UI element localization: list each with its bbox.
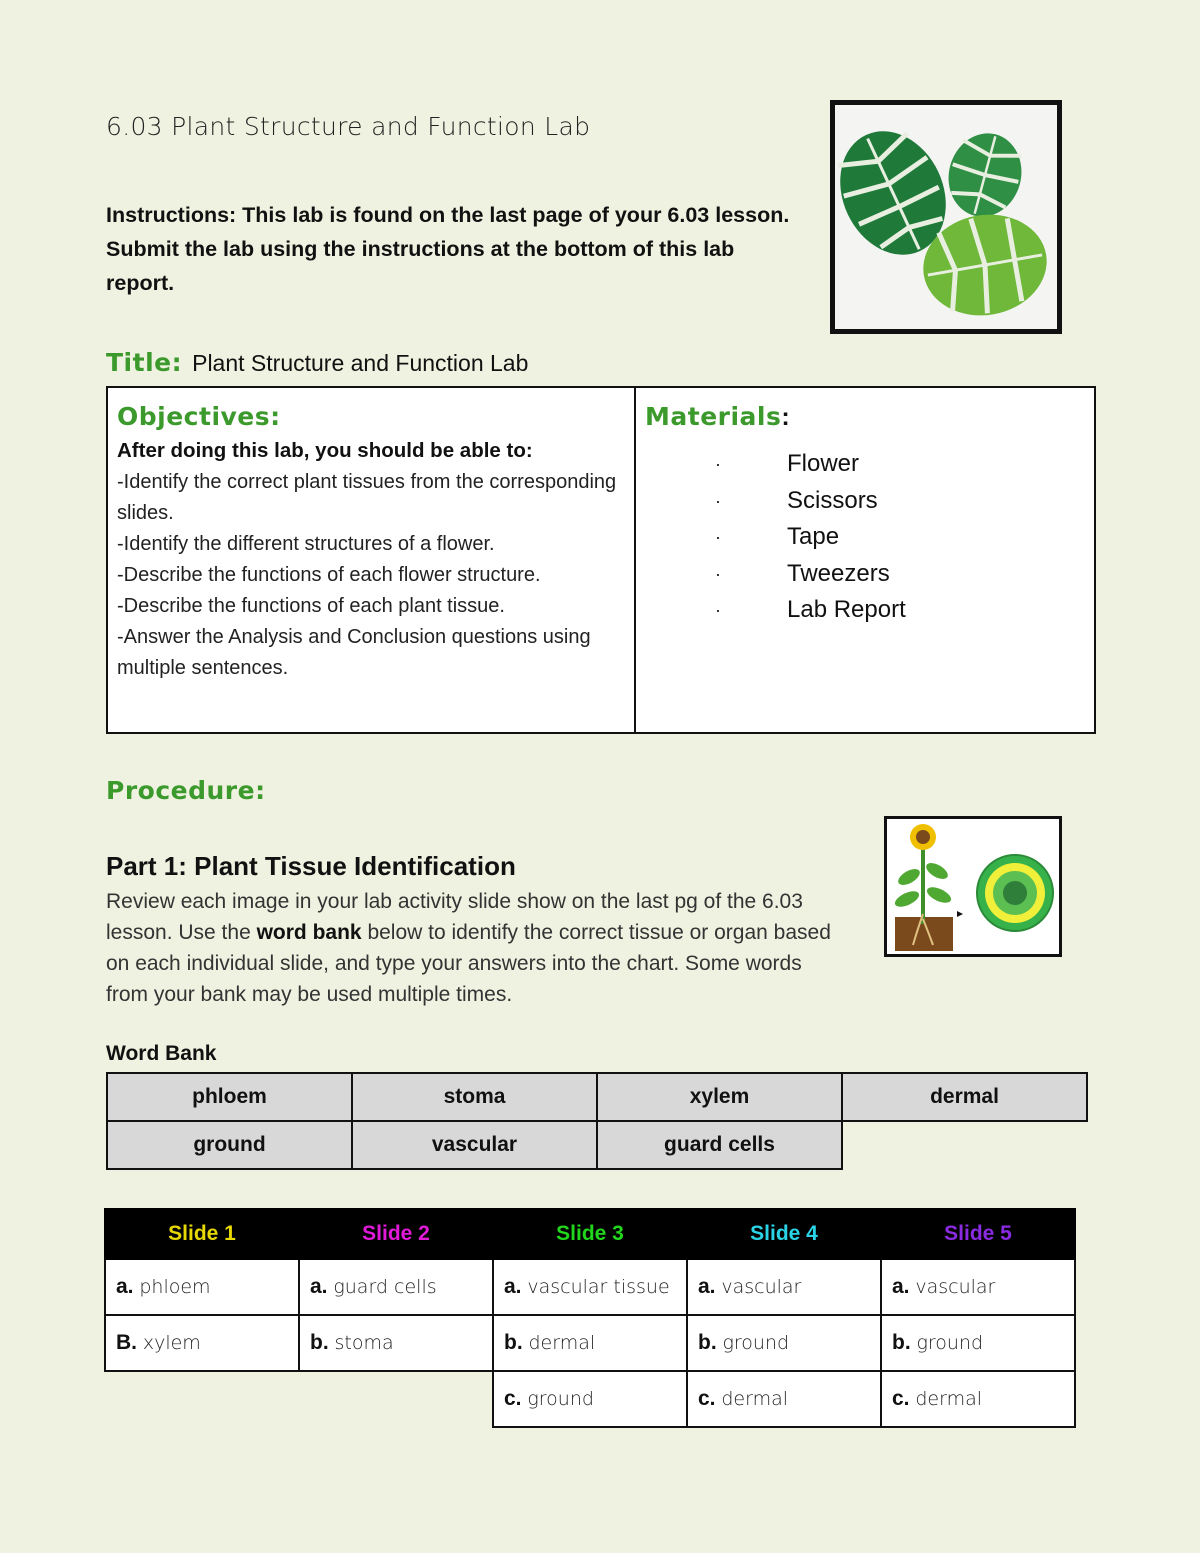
answer-key: a. xyxy=(116,1275,140,1298)
material-item: · Tape xyxy=(645,519,1084,556)
title-row xyxy=(106,348,528,377)
table-row xyxy=(105,1259,1075,1315)
materials-cell xyxy=(636,388,1094,732)
objectives-intro: After doing this lab, you should be able to: xyxy=(117,439,533,462)
word-bank-cell: phloem xyxy=(107,1073,352,1121)
answer-key: a. xyxy=(698,1275,722,1298)
procedure-heading: Procedure: xyxy=(106,776,266,805)
objectives-cell xyxy=(108,388,636,732)
bullet-icon: · xyxy=(715,563,721,584)
material-item: · Flower xyxy=(645,446,1084,483)
slide-answer-cell xyxy=(493,1259,687,1315)
slide-answer-cell xyxy=(105,1259,299,1315)
slide-header-4: Slide 4 xyxy=(687,1209,881,1259)
answer-value: ground xyxy=(916,1332,984,1354)
objective-item: -Answer the Analysis and Conclusion questions using multiple sentences. xyxy=(117,626,591,679)
slide-answer-cell xyxy=(881,1371,1075,1427)
sunflower-diagram-image xyxy=(884,816,1062,957)
slide-header-row xyxy=(105,1209,1075,1259)
slide-answer-cell xyxy=(105,1315,299,1371)
answer-value: vascular tissue xyxy=(527,1276,670,1298)
word-bank-cell: xylem xyxy=(597,1073,842,1121)
table-row xyxy=(105,1371,1075,1427)
bullet-icon: · xyxy=(715,490,721,511)
slide-answer-cell xyxy=(881,1315,1075,1371)
title-label: Title: xyxy=(106,348,183,377)
answer-key: a. xyxy=(310,1275,334,1298)
objectives-heading: Objectives: xyxy=(117,402,281,431)
answer-key: b. xyxy=(310,1331,335,1354)
word-bank-empty-cell xyxy=(842,1121,1087,1169)
slide-answer-cell xyxy=(299,1315,493,1371)
objective-item: -Describe the functions of each plant tissue. xyxy=(117,595,505,617)
bullet-icon: · xyxy=(715,600,721,620)
answer-key: B. xyxy=(116,1331,143,1354)
slide-empty-cell xyxy=(105,1371,299,1427)
bullet-icon: · xyxy=(715,454,721,474)
slide-header-5: Slide 5 xyxy=(881,1209,1075,1259)
answer-value: stoma xyxy=(334,1332,394,1354)
answer-key: a. xyxy=(892,1275,916,1298)
slide-answer-cell xyxy=(299,1259,493,1315)
answer-key: a. xyxy=(504,1275,528,1298)
answer-key: b. xyxy=(892,1331,917,1354)
answer-key: c. xyxy=(892,1387,916,1410)
title-value: Plant Structure and Function Lab xyxy=(192,350,529,376)
monstera-leaves-image xyxy=(830,100,1062,334)
word-bank-table xyxy=(106,1072,1088,1170)
material-item: · Scissors xyxy=(645,483,1084,520)
answer-value: vascular xyxy=(915,1276,996,1298)
answer-value: vascular xyxy=(721,1276,802,1298)
monstera-leaf-icon xyxy=(835,105,1057,329)
answer-value: ground xyxy=(722,1332,790,1354)
answer-value: guard cells xyxy=(333,1276,437,1298)
slide-answer-cell xyxy=(687,1315,881,1371)
objective-item: -Identify the correct plant tissues from the corresponding slides. xyxy=(117,471,617,524)
word-bank-cell: guard cells xyxy=(597,1121,842,1169)
word-bank-cell: ground xyxy=(107,1121,352,1169)
word-bank-cell: stoma xyxy=(352,1073,597,1121)
materials-list xyxy=(645,446,1084,629)
materials-heading: Materials: xyxy=(645,402,790,431)
slide-answer-table xyxy=(104,1208,1076,1428)
answer-value: dermal xyxy=(528,1332,596,1354)
word-bank-cell: vascular xyxy=(352,1121,597,1169)
answer-key: c. xyxy=(698,1387,722,1410)
part1-title: Part 1: Plant Tissue Identification xyxy=(106,851,516,881)
slide-answer-cell xyxy=(687,1259,881,1315)
slide-header-3: Slide 3 xyxy=(493,1209,687,1259)
bullet-icon: · xyxy=(715,527,721,547)
slide-answer-body xyxy=(105,1259,1075,1427)
objective-item: -Describe the functions of each flower structure. xyxy=(117,564,541,586)
slide-empty-cell xyxy=(299,1371,493,1427)
document-title: 6.03 Plant Structure and Function Lab xyxy=(106,112,591,141)
objective-item: -Identify the different structures of a flower. xyxy=(117,533,495,555)
slide-answer-cell xyxy=(493,1315,687,1371)
material-item: · Tweezers xyxy=(645,556,1084,593)
answer-value: dermal xyxy=(915,1388,983,1410)
answer-value: phloem xyxy=(139,1276,211,1298)
slide-header-2: Slide 2 xyxy=(299,1209,493,1259)
slide-header-1: Slide 1 xyxy=(105,1209,299,1259)
answer-value: xylem xyxy=(142,1332,201,1354)
answer-key: b. xyxy=(698,1331,723,1354)
table-row xyxy=(105,1315,1075,1371)
material-item: · Lab Report xyxy=(645,592,1084,629)
answer-value: dermal xyxy=(721,1388,789,1410)
slide-answer-cell xyxy=(493,1371,687,1427)
answer-key: b. xyxy=(504,1331,529,1354)
objectives-materials-table xyxy=(106,386,1096,734)
slide-answer-cell xyxy=(881,1259,1075,1315)
instructions-text: Instructions: This lab is found on the last page of your 6.03 lesson. Submit the lab using the instructions at the bottom of this lab report. xyxy=(106,203,790,295)
word-bank-cell: dermal xyxy=(842,1073,1087,1121)
word-bank-label: Word Bank xyxy=(106,1042,217,1065)
answer-value: ground xyxy=(527,1388,594,1410)
slide-answer-cell xyxy=(687,1371,881,1427)
answer-key: c. xyxy=(504,1387,528,1410)
part1-instructions: Review each image in your lab activity slide show on the last pg of the 6.03 lesson. Use the word bank below to identify the correct tissue or organ based on each individual slide, and type your answers into the chart. Some words from your bank may be used multiple times. xyxy=(106,890,831,1006)
sunflower-icon xyxy=(887,819,1059,954)
